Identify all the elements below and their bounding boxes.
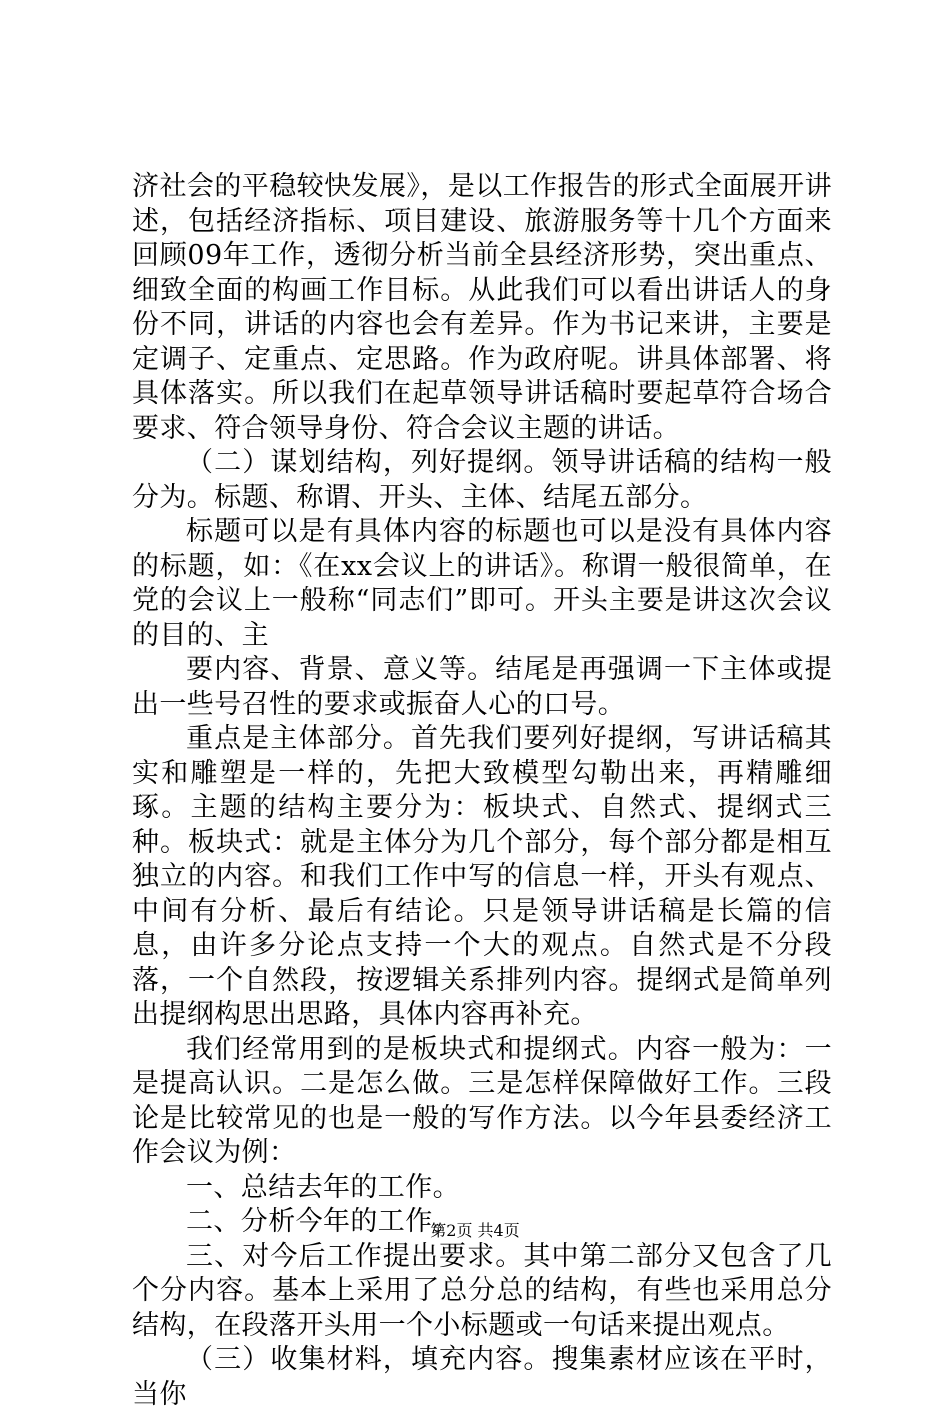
paragraph-ending: 要内容、背景、意义等。结尾是再强调一下主体或提出一些号召性的要求或振奋人心的口号。 [132, 654, 832, 720]
paragraph-continuation: 济社会的平稳较快发展》，是以工作报告的形式全面展开讲述，包括经济指标、项目建设、旅游服务等十几个方面来回顾09年工作，透彻分析当前全县经济形势，突出重点、细致全面的构画工作目标。从此我们可以看出讲话人的身份不同，讲话的内容也会有差异。作为书记来讲，主要是定调子、定重点、定思路。作为政府呢。讲具体部署、将具体落实。所以我们在起草领导讲话稿时要起草符合场合要求、符合领导身份、符合会议主题的讲话。 [132, 171, 832, 444]
list-item-three: 三、对今后工作提出要求。其中第二部分又包含了几个分内容。基本上采用了总分总的结构，有些也采用总分结构，在段落开头用一个小标题或一句话来提出观点。 [132, 1240, 832, 1341]
page-footer: 第2页 共4页 [430, 1221, 520, 1240]
list-item-one: 一、总结去年的工作。 [186, 1171, 460, 1203]
paragraph-common-structures: 我们经常用到的是板块式和提纲式。内容一般为：一是提高认识。二是怎么做。三是怎样保障做好工作。三段论是比较常见的也是一般的写作方法。以今年县委经济工作会议为例： [132, 1033, 832, 1168]
paragraph-title-salutation: 标题可以是有具体内容的标题也可以是没有具体内容的标题，如：《在xx会议上的讲话》。称谓一般很简单，在党的会议上一般称“同志们”即可。开头主要是讲这次会议的目的、主 [132, 516, 832, 651]
list-item-two: 二、分析今年的工作。 [186, 1206, 460, 1237]
paragraph-main-body: 重点是主体部分。首先我们要列好提纲，写讲话稿其实和雕塑是一样的，先把大致模型勾勒出来，再精雕细琢。主题的结构主要分为：板块式、自然式、提纲式三种。板块式：就是主体分为几个部分，每个部分都是相互独立的内容。和我们工作中写的信息一样，开头有观点、中间有分析、最后有结论。只是领导讲话稿是长篇的信息，由许多分论点支持一个大的观点。自然式是不分段落，一个自然段，按逻辑关系排列内容。提纲式是简单列出提纲构思出思路，具体内容再补充。 [132, 723, 832, 1030]
paragraph-section-two-heading: （二）谋划结构，列好提纲。领导讲话稿的结构一般分为。标题、称谓、开头、主体、结尾五部分。 [132, 447, 832, 513]
paragraph-section-three-heading: （三）收集材料，填充内容。搜集素材应该在平时，当你 [132, 1344, 832, 1410]
